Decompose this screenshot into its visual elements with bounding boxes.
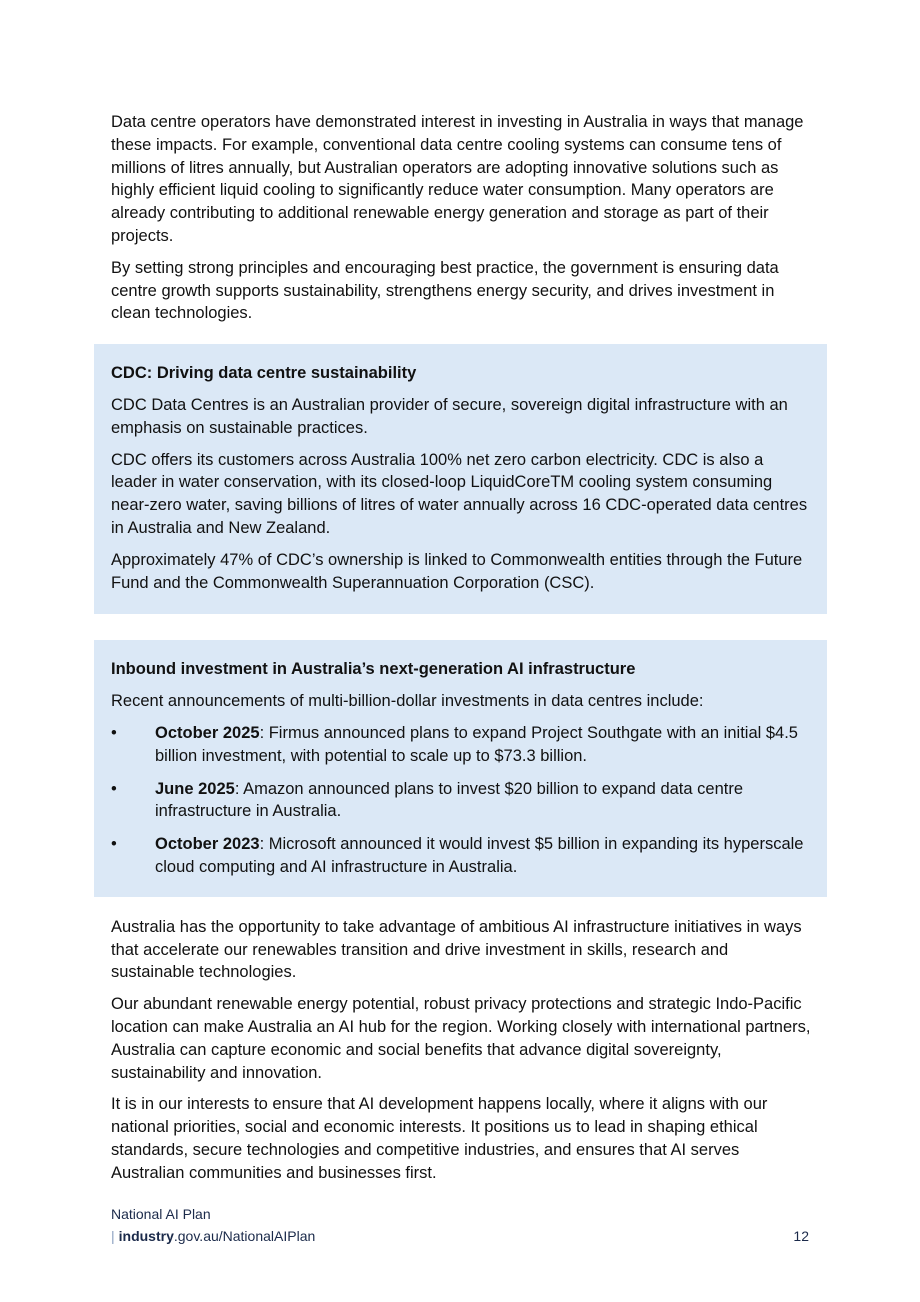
list-item-date: October 2025 [155, 723, 260, 742]
bullet-icon: • [111, 723, 117, 742]
main-content [111, 111, 811, 1193]
investment-list [111, 722, 810, 879]
list-item-date: October 2023 [155, 835, 260, 854]
investment-box-intro: Recent announcements of multi-billion-dollar investments in data centres include: [111, 692, 704, 711]
case-study-title: CDC: Driving data centre sustainability [111, 364, 417, 383]
case-study-paragraph-2: CDC offers its customers across Australia 100% net zero carbon electricity. CDC is also a leader in water conservation, with its closed-loop LiquidCoreTM cooling system consuming near-zero water, saving billions of litres of water annually across 16 CDC-operated data centres in Australia and New Zealand. [111, 450, 808, 537]
closing-paragraph-3: It is in our interests to ensure that AI development happens locally, where it aligns with our national priorities, social and economic interests. It positions us to lead in shaping ethical standards, secure technologies and competitive industries, and ensures that AI serves Australian communities and businesses first. [111, 1095, 768, 1182]
footer-doc-title: National AI Plan [111, 1206, 211, 1222]
footer-url-link[interactable] [119, 1228, 316, 1244]
case-study-box [94, 344, 827, 614]
intro-paragraph-2: By setting strong principles and encouraging best practice, the government is ensuring data centre growth supports sustainability, strengthens energy security, and drives investment in clean technologies. [111, 258, 779, 323]
list-item [111, 833, 810, 879]
footer-pipe: | [111, 1228, 115, 1244]
footer-url-bold: industry [118, 1228, 174, 1244]
bullet-icon: • [111, 835, 117, 854]
list-item [111, 722, 810, 768]
closing-paragraph-1: Australia has the opportunity to take advantage of ambitious AI infrastructure initiatives in ways that accelerate our renewables transition and drive investment in skills, research and sustainable technologies. [111, 917, 802, 982]
page-number: 12 [793, 1228, 809, 1244]
footer-url-line [111, 1225, 809, 1247]
intro-paragraph-1: Data centre operators have demonstrated interest in investing in Australia in ways that manage these impacts. For example, conventional data centre cooling systems can consume tens of millions of litres annually, but Australian operators are adopting innovative solutions such as highly efficient liquid cooling to significantly reduce water consumption. Many operators are already contributing to additional renewable energy generation and storage as part of their projects. [111, 113, 804, 245]
footer-url-rest: .gov.au/NationalAIPlan [173, 1228, 316, 1244]
list-item-text: : Amazon announced plans to invest $20 billion to expand data centre infrastructure in Australia. [155, 779, 744, 821]
list-item [111, 778, 810, 824]
list-item-text: : Firmus announced plans to expand Project Southgate with an initial $4.5 billion investment, with potential to scale up to $73.3 billion. [155, 723, 798, 765]
closing-paragraph-2: Our abundant renewable energy potential, robust privacy protections and strategic Indo-Pacific location can make Australia an AI hub for the region. Working closely with international partners, Australia can capture economic and social benefits that advance digital sovereignty, sustainability and innovation. [111, 995, 811, 1082]
investment-box [94, 640, 827, 896]
investment-box-title: Inbound investment in Australia’s next-generation AI infrastructure [111, 660, 636, 679]
case-study-paragraph-3: Approximately 47% of CDC’s ownership is linked to Commonwealth entities through the Future Fund and the Commonwealth Superannuation Corporation (CSC). [111, 550, 803, 592]
page-footer [111, 1203, 809, 1247]
list-item-text: : Microsoft announced it would invest $5 billion in expanding its hyperscale cloud computing and AI infrastructure in Australia. [155, 835, 804, 876]
bullet-icon: • [111, 779, 117, 798]
list-item-date: June 2025 [155, 779, 235, 798]
closing-section [111, 916, 811, 1185]
case-study-paragraph-1: CDC Data Centres is an Australian provider of secure, sovereign digital infrastructure with an emphasis on sustainable practices. [111, 395, 788, 437]
